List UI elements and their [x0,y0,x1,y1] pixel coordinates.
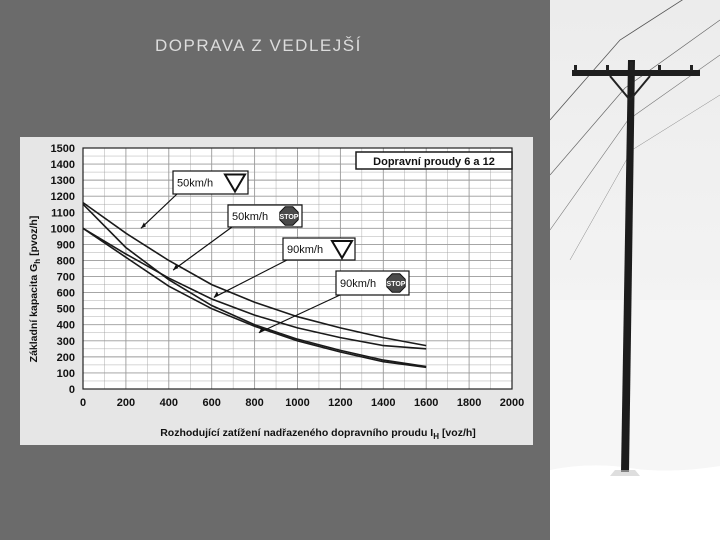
x-tick-label: 400 [159,397,178,409]
y-tick-label: 100 [56,367,75,380]
capacity-chart [20,137,533,445]
y-tick-label: 500 [56,303,75,316]
y-tick-label: 1200 [50,191,75,204]
y-axis-label-unit: [pvoz/h] [28,215,40,256]
snow-drift [550,465,720,540]
y-tick-label: 200 [56,351,75,364]
y-tick-label: 1100 [51,207,75,220]
stop-sign-text: STOP [386,281,406,288]
slide-title: DOPRAVA Z VEDLEJŠÍ [155,36,362,55]
y-tick-label: 800 [56,255,75,268]
y-axis-ticks [51,143,75,396]
x-axis-label-unit: [voz/h] [441,427,476,439]
x-tick-label: 1600 [413,397,439,409]
y-tick-label: 0 [68,384,75,396]
annotation-label: 90km/h [340,278,377,290]
x-tick-label: 0 [79,397,87,409]
y-axis-label-main: Základní kapacita G [28,263,40,363]
x-axis-label-sub: H [433,432,440,441]
y-tick-label: 300 [56,335,75,348]
x-tick-label: 600 [202,397,221,409]
grid [83,148,512,389]
x-tick-label: 1200 [328,397,353,409]
annotation-label: 50km/h [177,177,214,190]
y-axis-label [28,216,42,363]
y-tick-label: 700 [56,271,75,284]
y-tick-label: 600 [56,287,75,300]
pole-shadow [610,470,640,476]
y-tick-label: 1000 [50,223,75,236]
insulator-icon [690,65,693,71]
x-tick-label: 800 [245,397,264,409]
insulator-icon [606,65,609,71]
x-tick-label: 200 [116,397,136,409]
utility-pole-photo [550,0,720,540]
x-tick-label: 1400 [371,397,396,409]
y-tick-label: 400 [56,319,75,332]
y-tick-label: 1500 [50,143,75,155]
chart-title: Dopravní proudy 6 a 12 [373,156,495,168]
y-tick-label: 1400 [50,159,75,172]
insulator-icon [574,65,577,71]
x-axis-ticks [80,397,524,409]
x-tick-label: 1000 [285,397,310,409]
x-tick-label: 1800 [456,397,482,409]
insulator-icon [658,65,661,71]
insulator-icon [630,62,633,70]
x-axis-label-main: Rozhodující zatížení nadřazeného dopravního proudu I [160,427,434,439]
stop-sign-text: STOP [279,214,299,221]
x-tick-label: 2000 [499,397,525,409]
capacity-chart-svg [20,137,533,445]
annotation-label: 90km/h [287,244,324,256]
crossarm [572,70,700,76]
annotation-label: 50km/h [232,211,269,223]
y-tick-label: 900 [56,239,75,252]
x-axis-label [160,427,476,441]
y-tick-label: 1300 [50,175,75,188]
y-axis-label-sub: h [33,258,42,264]
